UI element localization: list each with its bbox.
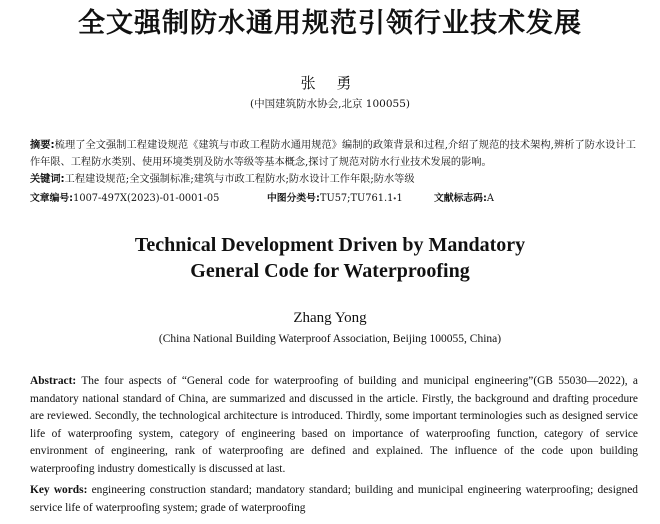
chinese-affiliation: (中国建筑防水协会,北京 100055) <box>250 98 410 110</box>
chinese-keywords-text: 工程建设规范;全文强制标准;建筑与市政工程防水;防水设计工作年限;防水等级 <box>64 174 415 185</box>
english-title <box>0 232 660 284</box>
chinese-title: 全文强制防水通用规范引领行业技术发展 <box>78 8 582 39</box>
english-abstract-text: The four aspects of “General code for waterproofing of building and municipal engineering”(GB 55030—2022), a mandatory national standard of China, are summarized and discussed in the article. Firstly, the background and drafting procedure are reviewed. Secondly, the technological architecture is introduced. Thirdly, some important terminologies such as designed service life of waterproofing system, category of engineering based on importance of waterproofing function, category of service environment of engineering, rank of waterproofing are defined and explained. The influence of the code upon building waterproofing industry domestically is discussed at last. <box>30 375 638 475</box>
article-number-label: 文章编号: <box>30 193 74 204</box>
clc-number-value: TU57;TU761.1˖1 <box>319 193 403 204</box>
english-affiliation: (China National Building Waterproof Association, Beijing 100055, China) <box>158 333 502 345</box>
english-title-line-1: Technical Development Driven by Mandatory <box>134 234 526 256</box>
english-abstract <box>30 373 638 479</box>
english-title-line-2: General Code for Waterproofing <box>190 260 470 282</box>
article-number <box>30 193 219 204</box>
chinese-author: 张 勇 <box>300 74 360 92</box>
english-author: Zhang Yong <box>293 310 367 326</box>
chinese-abstract <box>30 137 636 171</box>
article-metadata <box>30 190 640 207</box>
clc-number-label: 中图分类号: <box>267 193 320 204</box>
english-keywords-text: engineering construction standard; mandatory standard; building and municipal engineering waterproofing; designed service life of waterproofing system; grade of waterproofing <box>30 484 638 514</box>
chinese-abstract-text: 梳理了全文强制工程建设规范《建筑与市政工程防水通用规范》编制的政策背景和过程,介绍了规范的技术架构,辨析了防水设计工作年限、工程防水类别、使用环境类别及防水等级等基本概念,探讨了规范对防水行业技术发展的影响。 <box>30 140 636 168</box>
english-keywords <box>30 482 638 517</box>
document-code-value: A <box>486 193 494 204</box>
document-code-label: 文献标志码: <box>434 193 487 204</box>
chinese-abstract-label: 摘要: <box>30 140 55 151</box>
chinese-keywords <box>30 171 636 188</box>
article-number-value: 1007-497X(2023)-01-0001-05 <box>73 193 220 204</box>
english-keywords-label: Key words: <box>30 484 88 496</box>
chinese-keywords-label: 关键词: <box>30 174 65 185</box>
document-code <box>434 190 494 207</box>
clc-number <box>267 190 403 207</box>
english-abstract-label: Abstract: <box>30 375 77 387</box>
